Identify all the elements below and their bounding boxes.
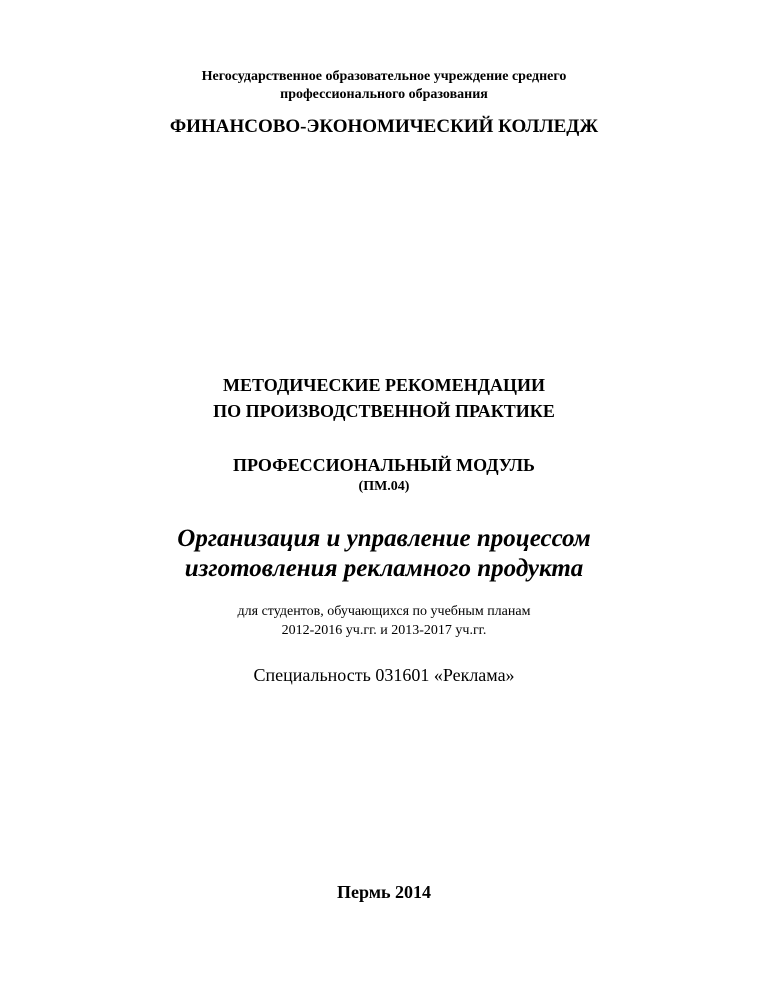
- module-code: (ПМ.04): [358, 479, 410, 494]
- module-label: ПРОФЕССИОНАЛЬНЫЙ МОДУЛЬ: [233, 455, 535, 475]
- place-year: Пермь 2014: [336, 882, 431, 902]
- institution-name-line1: Негосударственное образовательное учреждение среднего: [201, 69, 567, 84]
- module-title-line2: изготовления рекламного продукта: [184, 555, 584, 582]
- college-name: ФИНАНСОВО-ЭКОНОМИЧЕСКИЙ КОЛЛЕДЖ: [169, 116, 599, 137]
- audience-line2: 2012-2016 уч.гг. и 2013-2017 уч.гг.: [281, 623, 487, 638]
- document-title-line1: МЕТОДИЧЕСКИЕ РЕКОМЕНДАЦИИ: [222, 375, 545, 395]
- document-title-line2: ПО ПРОИЗВОДСТВЕННОЙ ПРАКТИКЕ: [213, 401, 555, 421]
- audience-line1: для студентов, обучающихся по учебным планам: [237, 604, 531, 619]
- institution-name-line2: профессионального образования: [280, 87, 488, 102]
- module-title-line1: Организация и управление процессом: [177, 525, 591, 552]
- specialty: Специальность 031601 «Реклама»: [253, 665, 515, 685]
